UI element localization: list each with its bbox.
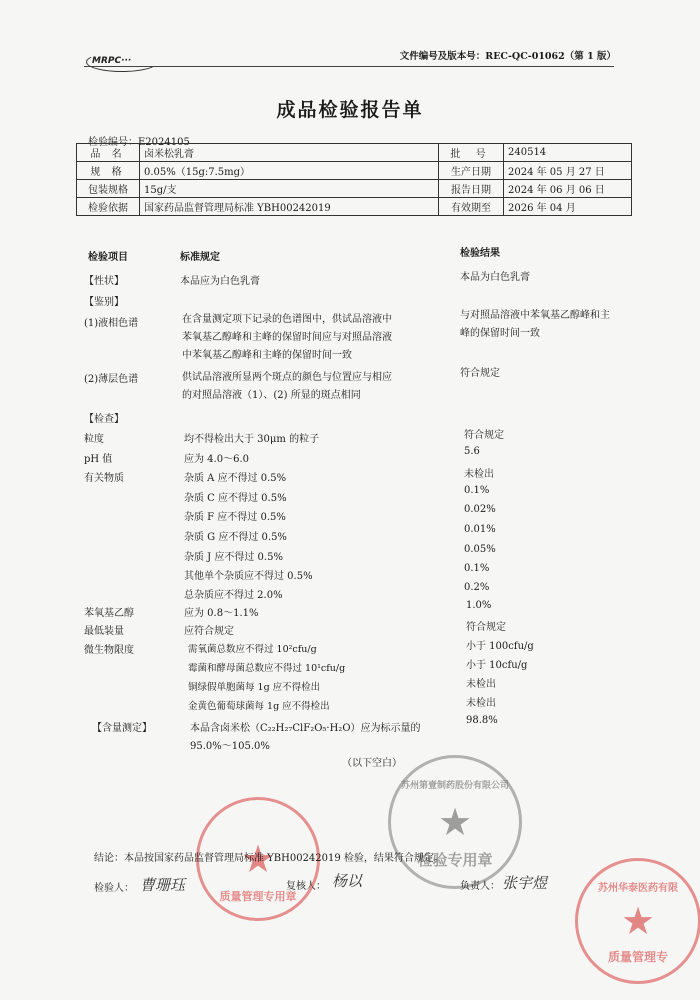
product-info-table	[76, 143, 632, 216]
section-appearance: 【性状】	[84, 276, 124, 287]
check-standard: 金黄色葡萄球菌每 1g 应不得检出	[188, 701, 330, 712]
appearance-standard: 本品应为白色乳膏	[180, 276, 260, 287]
info-label: 生产日期	[439, 162, 504, 180]
check-result: 0.05%	[464, 544, 496, 555]
check-result: 0.02%	[464, 504, 496, 515]
check-standard: 霉菌和酵母菌总数应不得过 10¹cfu/g	[188, 663, 346, 674]
stamp-text: 苏州华泰医药有限	[598, 883, 678, 894]
info-label: 包装规格	[77, 180, 140, 198]
check-item: 苯氧基乙醇	[84, 608, 134, 619]
inspector-signature: 曹珊珏	[140, 876, 186, 894]
responsible-signature: 张宇煜	[502, 874, 548, 892]
responsible-label: 负责人：	[460, 881, 500, 892]
blank-note: （以下空白）	[342, 758, 402, 769]
tlc-standard-line: 的对照品溶液（1）、(2) 所显的斑点相同	[182, 390, 361, 401]
check-result: 0.1%	[464, 485, 490, 496]
stamp-text: 苏州第壹制药股份有限公司	[400, 781, 509, 791]
reviewer-signature: 杨以	[332, 872, 363, 890]
stamp-star-icon: ★	[437, 800, 473, 844]
info-row	[77, 180, 632, 198]
check-result: 小于 100cfu/g	[466, 641, 534, 652]
inspector-label: 检验人：	[94, 883, 134, 894]
tlc-item: (2)薄层色谱	[84, 374, 139, 385]
column-header-standard: 标准规定	[180, 252, 220, 263]
hplc-result-line: 峰的保留时间一致	[460, 328, 540, 339]
info-value: 15g/支	[140, 180, 439, 198]
check-result: 符合规定	[466, 622, 506, 633]
check-result: 5.6	[464, 446, 480, 457]
check-standard: 需氧菌总数应不得过 10²cfu/g	[188, 644, 317, 655]
check-item: 粒度	[84, 434, 104, 445]
column-header-item: 检验项目	[88, 252, 128, 263]
section-assay: 【含量测定】	[92, 723, 152, 734]
stamp-text: 检验专用章	[417, 851, 493, 869]
check-standard: 均不得检出大于 30μm 的粒子	[184, 434, 320, 445]
info-label: 有效期至	[439, 198, 504, 216]
check-item: 微生物限度	[84, 645, 134, 656]
check-standard: 杂质 J 应不得过 0.5%	[184, 552, 283, 563]
check-standard: 杂质 A 应不得过 0.5%	[184, 473, 287, 484]
info-value: 2026 年 04 月	[504, 198, 632, 216]
info-label: 报告日期	[439, 180, 504, 198]
assay-standard-line: 95.0%～105.0%	[190, 741, 270, 752]
hplc-standard-line: 苯氧基乙醇峰和主峰的保留时间应与对照品溶液	[182, 332, 392, 343]
header-divider	[84, 66, 614, 67]
tlc-standard-line: 供试品溶液所显两个斑点的颜色与位置应与相应	[182, 372, 392, 383]
page-title: 成品检验报告单	[276, 99, 424, 121]
hplc-result-line: 与对照品溶液中苯氧基乙醇峰和主	[460, 310, 610, 321]
supplier-quality-stamp	[575, 858, 700, 984]
check-item: 最低装量	[84, 626, 124, 637]
info-row	[77, 162, 632, 180]
document-number: 文件编号及版本号：REC-QC-01062（第 1 版）	[399, 51, 616, 62]
check-result: 未检出	[464, 469, 494, 480]
info-label: 检验依据	[77, 198, 140, 216]
section-identification: 【鉴别】	[84, 297, 124, 308]
hplc-standard-line: 中苯氧基乙醇峰和主峰的保留时间一致	[182, 350, 352, 361]
check-standard: 应为 4.0～6.0	[184, 454, 249, 465]
info-value: 2024 年 05 月 27 日	[504, 162, 632, 180]
info-row	[77, 144, 632, 162]
assay-result: 98.8%	[466, 715, 498, 726]
info-label: 规 格	[77, 162, 140, 180]
check-standard: 杂质 C 应不得过 0.5%	[184, 493, 287, 504]
check-standard: 铜绿假单胞菌每 1g 应不得检出	[188, 682, 321, 693]
check-result: 1.0%	[466, 600, 492, 611]
hplc-standard-line: 在含量测定项下记录的色谱图中，供试品溶液中	[182, 314, 392, 325]
inspection-stamp	[388, 755, 522, 889]
check-result: 0.1%	[464, 563, 490, 574]
check-standard: 应为 0.8～1.1%	[184, 608, 259, 619]
conclusion: 结论：本品按国家药品监督管理局标准 YBH00242019 检验，结果符合规定。	[94, 853, 444, 864]
column-header-result: 检验结果	[460, 248, 500, 259]
check-item: 有关物质	[84, 473, 124, 484]
check-standard: 应符合规定	[184, 626, 234, 637]
tlc-result: 符合规定	[460, 368, 500, 379]
info-value: 国家药品监督管理局标准 YBH00242019	[140, 198, 439, 216]
assay-standard-line: 本品含卤米松（C₂₂H₂₇ClF₂O₅·H₂O）应为标示量的	[190, 723, 421, 734]
inspection-number: 检验编号：E2024105	[88, 137, 190, 148]
check-result: 0.2%	[464, 582, 490, 593]
info-value: 240514	[504, 144, 632, 162]
check-result: 小于 10cfu/g	[466, 660, 528, 671]
stamp-star-icon: ★	[620, 899, 656, 943]
check-standard: 杂质 F 应不得过 0.5%	[184, 512, 286, 523]
info-row	[77, 198, 632, 216]
check-result: 符合规定	[464, 430, 504, 441]
info-value: 卤米松乳膏	[140, 144, 439, 162]
check-item: pH 值	[84, 454, 113, 465]
section-check: 【检查】	[84, 414, 124, 425]
info-label: 批 号	[439, 144, 504, 162]
stamp-text: 质量管理专用章	[219, 890, 297, 903]
hplc-item: (1)液相色谱	[84, 318, 139, 329]
stamp-star-icon: ★	[240, 837, 276, 881]
check-result: 未检出	[466, 698, 496, 709]
info-label: 品 名	[77, 144, 140, 162]
check-result: 0.01%	[464, 524, 496, 535]
appearance-result: 本品为白色乳膏	[460, 272, 530, 283]
check-standard: 总杂质应不得过 2.0%	[184, 590, 283, 601]
check-standard: 杂质 G 应不得过 0.5%	[184, 532, 287, 543]
company-logo: MRPC···	[92, 56, 132, 66]
stamp-text: 质量管理专	[607, 950, 668, 964]
info-value: 0.05%（15g:7.5mg）	[140, 162, 439, 180]
check-standard: 其他单个杂质应不得过 0.5%	[184, 571, 313, 582]
check-result: 未检出	[466, 679, 496, 690]
info-value: 2024 年 06 月 06 日	[504, 180, 632, 198]
reviewer-label: 复核人：	[286, 881, 326, 892]
